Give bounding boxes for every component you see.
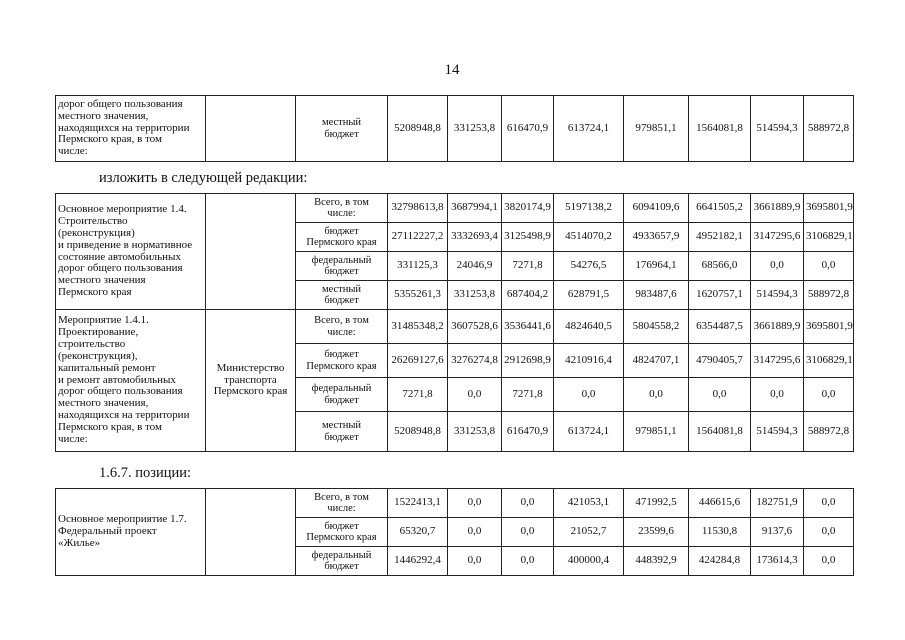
value-cell: 3536441,6 — [502, 310, 554, 344]
table-housing-project — [55, 488, 854, 576]
value-cell: 628791,5 — [554, 281, 624, 310]
value-cell: 3147295,6 — [751, 344, 804, 378]
value-cell: 31485348,2 — [388, 310, 448, 344]
value-cell: 5208948,8 — [388, 412, 448, 452]
value-cell: 448392,9 — [624, 547, 689, 576]
activity-name-cell: Основное мероприятие 1.7. Федеральный проект «Жилье» — [56, 489, 206, 576]
value-cell: 446615,6 — [689, 489, 751, 518]
value-cell: 26269127,6 — [388, 344, 448, 378]
value-cell: 5355261,3 — [388, 281, 448, 310]
value-cell: 1564081,8 — [689, 96, 751, 162]
funding-source-cell: федеральный бюджет — [296, 252, 388, 281]
value-cell: 27112227,2 — [388, 223, 448, 252]
value-cell: 0,0 — [689, 378, 751, 412]
value-cell: 7271,8 — [502, 252, 554, 281]
funding-source-cell: бюджет Пермского края — [296, 223, 388, 252]
value-cell: 424284,8 — [689, 547, 751, 576]
value-cell: 979851,1 — [624, 96, 689, 162]
value-cell: 5804558,2 — [624, 310, 689, 344]
value-cell: 514594,3 — [751, 281, 804, 310]
value-cell: 0,0 — [554, 378, 624, 412]
value-cell: 400000,4 — [554, 547, 624, 576]
value-cell: 979851,1 — [624, 412, 689, 452]
value-cell: 3147295,6 — [751, 223, 804, 252]
value-cell: 3661889,9 — [751, 194, 804, 223]
value-cell: 2912698,9 — [502, 344, 554, 378]
funding-source-cell: федеральный бюджет — [296, 547, 388, 576]
value-cell: 4210916,4 — [554, 344, 624, 378]
value-cell: 54276,5 — [554, 252, 624, 281]
funding-source-cell: местный бюджет — [296, 281, 388, 310]
value-cell: 1446292,4 — [388, 547, 448, 576]
value-cell: 0,0 — [502, 547, 554, 576]
value-cell: 331125,3 — [388, 252, 448, 281]
executor-cell — [206, 96, 296, 162]
value-cell: 0,0 — [448, 489, 502, 518]
value-cell: 3332693,4 — [448, 223, 502, 252]
value-cell: 65320,7 — [388, 518, 448, 547]
value-cell: 1564081,8 — [689, 412, 751, 452]
funding-source-cell: местный бюджет — [296, 96, 388, 162]
value-cell: 6641505,2 — [689, 194, 751, 223]
value-cell: 5208948,8 — [388, 96, 448, 162]
page-number: 14 — [444, 62, 460, 78]
value-cell: 1620757,1 — [689, 281, 751, 310]
value-cell: 0,0 — [448, 378, 502, 412]
value-cell: 24046,9 — [448, 252, 502, 281]
value-cell: 23599,6 — [624, 518, 689, 547]
value-cell: 3607528,6 — [448, 310, 502, 344]
value-cell: 3687994,1 — [448, 194, 502, 223]
value-cell: 331253,8 — [448, 281, 502, 310]
value-cell: 0,0 — [804, 378, 854, 412]
value-cell: 3661889,9 — [751, 310, 804, 344]
value-cell: 0,0 — [804, 252, 854, 281]
value-cell: 687404,2 — [502, 281, 554, 310]
value-cell: 3820174,9 — [502, 194, 554, 223]
table-row — [56, 489, 854, 518]
table-old-fragment — [55, 95, 854, 162]
value-cell: 4952182,1 — [689, 223, 751, 252]
value-cell: 3695801,9 — [804, 194, 854, 223]
value-cell: 0,0 — [502, 518, 554, 547]
value-cell: 0,0 — [624, 378, 689, 412]
value-cell: 3125498,9 — [502, 223, 554, 252]
value-cell: 0,0 — [502, 489, 554, 518]
value-cell: 4933657,9 — [624, 223, 689, 252]
table-row — [56, 96, 854, 162]
executor-cell — [206, 489, 296, 576]
value-cell: 331253,8 — [448, 412, 502, 452]
table-row — [56, 310, 854, 344]
value-cell: 514594,3 — [751, 96, 804, 162]
value-cell: 32798613,8 — [388, 194, 448, 223]
value-cell: 182751,9 — [751, 489, 804, 518]
value-cell: 1522413,1 — [388, 489, 448, 518]
value-cell: 0,0 — [804, 518, 854, 547]
value-cell: 0,0 — [448, 547, 502, 576]
value-cell: 514594,3 — [751, 412, 804, 452]
value-cell: 3276274,8 — [448, 344, 502, 378]
executor-cell — [206, 194, 296, 310]
table-new-version — [55, 193, 854, 452]
funding-source-cell: бюджет Пермского края — [296, 518, 388, 547]
value-cell: 7271,8 — [388, 378, 448, 412]
value-cell: 0,0 — [751, 252, 804, 281]
value-cell: 471992,5 — [624, 489, 689, 518]
value-cell: 3106829,1 — [804, 344, 854, 378]
value-cell: 983487,6 — [624, 281, 689, 310]
value-cell: 3106829,1 — [804, 223, 854, 252]
funding-source-cell: Всего, в том числе: — [296, 194, 388, 223]
value-cell: 9137,6 — [751, 518, 804, 547]
value-cell: 6354487,5 — [689, 310, 751, 344]
value-cell: 616470,9 — [502, 412, 554, 452]
value-cell: 4790405,7 — [689, 344, 751, 378]
value-cell: 21052,7 — [554, 518, 624, 547]
value-cell: 176964,1 — [624, 252, 689, 281]
funding-source-cell: Всего, в том числе: — [296, 489, 388, 518]
activity-name-cell: дорог общего пользования местного значения, находящихся на территории Пермского края, в том числе: — [56, 96, 206, 162]
executor-cell: Министерство транспорта Пермского края — [206, 310, 296, 452]
value-cell: 616470,9 — [502, 96, 554, 162]
value-cell: 588972,8 — [804, 412, 854, 452]
positions-phrase: 1.6.7. позиции: — [99, 465, 192, 481]
funding-source-cell: бюджет Пермского края — [296, 344, 388, 378]
value-cell: 331253,8 — [448, 96, 502, 162]
edit-phrase: изложить в следующей редакции: — [99, 170, 308, 186]
value-cell: 173614,3 — [751, 547, 804, 576]
value-cell: 6094109,6 — [624, 194, 689, 223]
value-cell: 588972,8 — [804, 96, 854, 162]
value-cell: 4824707,1 — [624, 344, 689, 378]
funding-source-cell: федеральный бюджет — [296, 378, 388, 412]
value-cell: 421053,1 — [554, 489, 624, 518]
value-cell: 68566,0 — [689, 252, 751, 281]
value-cell: 588972,8 — [804, 281, 854, 310]
activity-name-cell: Мероприятие 1.4.1. Проектирование, строительство (реконструкция), капитальный ремонт и ремонт автомобильных дорог общего пользования местного значения, находящихся на территории Пермского края, в том числе: — [56, 310, 206, 452]
table-row — [56, 194, 854, 223]
value-cell: 0,0 — [751, 378, 804, 412]
value-cell: 4824640,5 — [554, 310, 624, 344]
value-cell: 3695801,9 — [804, 310, 854, 344]
value-cell: 0,0 — [804, 547, 854, 576]
value-cell: 4514070,2 — [554, 223, 624, 252]
activity-name-cell: Основное мероприятие 1.4. Строительство (реконструкция) и приведение в нормативное состояние автомобильных дорог общего пользования местного значения Пермского края — [56, 194, 206, 310]
value-cell: 613724,1 — [554, 412, 624, 452]
funding-source-cell: Всего, в том числе: — [296, 310, 388, 344]
value-cell: 7271,8 — [502, 378, 554, 412]
value-cell: 11530,8 — [689, 518, 751, 547]
value-cell: 0,0 — [448, 518, 502, 547]
value-cell: 0,0 — [804, 489, 854, 518]
value-cell: 5197138,2 — [554, 194, 624, 223]
funding-source-cell: местный бюджет — [296, 412, 388, 452]
value-cell: 613724,1 — [554, 96, 624, 162]
